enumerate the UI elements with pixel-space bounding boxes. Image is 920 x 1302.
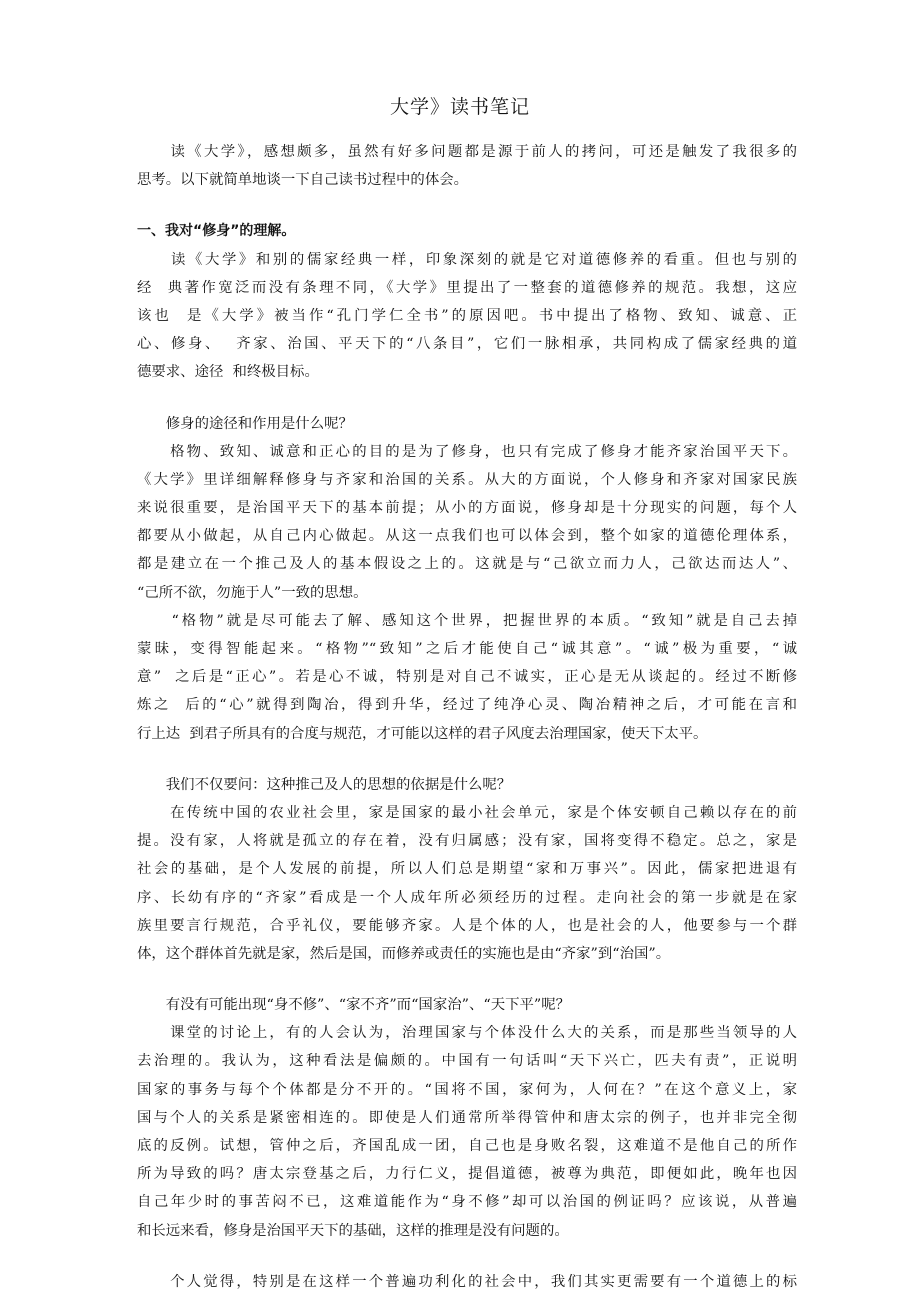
section-heading: 一、我对“修身”的理解。: [137, 223, 296, 240]
paragraph-6: [137, 1268, 797, 1296]
text-line: 所为导致的吗？唐太宗登基之后，力行仁义，提倡道德，被尊为典范，即便如此，晚年也因: [137, 1166, 797, 1183]
text-line: 读《大学》，感想颇多，虽然有好多问题都是源于前人的拷问，可还是触发了我很多的: [137, 144, 797, 160]
text-line: 去治理的。我认为，这种看法是偏颇的。中国有一句话叫“天下兴亡，匹夫有责”，正说明: [137, 1053, 797, 1070]
text-line: 经 典著作宽泛而没有条理不同，《大学》里提出了一整套的道德修养的规范。我想，这应: [137, 279, 797, 296]
text-line: 提。没有家，人将就是孤立的存在着，没有归属感；没有家，国将变得不稳定。总之，家是: [137, 833, 797, 850]
paragraph-gap: [137, 968, 797, 991]
text-line: 自己年少时的事苦闷不已，这难道能作为“身不修”却可以治国的例证吗？应该说，从普遍: [137, 1194, 797, 1211]
text-line: 社会的基础，是个人发展的前提，所以人们总是期望“家和万事兴”。因此，儒家把进退有: [137, 861, 797, 878]
text-line: 思考。以下就简单地谈一下自己读书过程中的体会。: [137, 172, 468, 189]
text-line: 族里要言行规范，合乎礼仪，要能够齐家。人是个体的人，也是社会的人，他要参与一个群: [137, 917, 797, 934]
text-line: 国家的事务与每个个体都是分不开的。“国将不国，家何为，人何在？”在这个意义上，家: [137, 1081, 797, 1098]
text-line: 和长远来看，修身是治国平天下的基础，这样的推理是没有问题的。: [137, 1222, 569, 1239]
paragraph-gap: [137, 748, 797, 771]
text-line: 蒙昧，变得智能起来。“格物”“致知”之后才能使自己“诚其意”。“诚”极为重要，“诚: [137, 641, 797, 657]
text-line: 读《大学》和别的儒家经典一样，印象深刻的就是它对道德修养的看重。但也与别的: [137, 251, 797, 268]
text-line: 都要从小做起，从自己内心做起。从这一点我们也可以体会到，整个如家的道德伦理体系，: [137, 528, 797, 545]
text-line: 德要求、途径 和终极目标。: [137, 364, 319, 381]
text-line: 该也 是《大学》被当作“孔门学仁全书”的原因吧。书中提出了格物、致知、诚意、正: [137, 307, 797, 324]
text-line: 序、长幼有序的“齐家”看成是一个人成年所必须经历的过程。走向社会的第一步就是在家: [137, 889, 797, 906]
text-line: 个人觉得，特别是在这样一个普遍功利化的社会中，我们其实更需要有一个道德上的标: [137, 1273, 797, 1290]
question-line: 我们不仅要问：这种推己及人的思想的依据是什么呢？: [137, 776, 512, 793]
text-line: 底的反例。试想，管仲之后，齐国乱成一团，自己也是身败名裂，这难道不是他自己的所作: [137, 1138, 797, 1154]
text-line: 意” 之后是“正心”。若是心不诚，特别是对自己不诚实，正心是无从谈起的。经过不断修: [137, 669, 797, 686]
paragraph-5: [137, 1019, 797, 1245]
paragraph-gap: [137, 1245, 797, 1268]
text-line: 行上达 到君子所具有的合度与规范，才可能以这样的君子风度去治理国家，使天下太平。: [137, 725, 708, 742]
text-line: 格物、致知、诚意和正心的目的是为了修身，也只有完成了修身才能齐家治国平天下。: [137, 443, 797, 460]
paragraph-2: [137, 438, 797, 607]
paragraph-4: [137, 799, 797, 968]
text-line: “己所不欲，勿施于人”一致的思想。: [137, 584, 368, 601]
document-title: 大学》读书笔记: [389, 96, 530, 118]
question-line: 修身的途径和作用是什么呢？: [137, 415, 353, 432]
text-line: 在传统中国的农业社会里，家是国家的最小社会单元，家是个体安顿自己赖以存在的前: [137, 804, 797, 821]
text-line: 心、修身、 齐家、治国、平天下的“八条目”，它们一脉相承，共同构成了儒家经典的道: [137, 336, 797, 353]
document-body: [137, 138, 797, 1296]
text-line: 体，这个群体首先就是家，然后是国，而修养或责任的实施也是由“齐家”到“治国”。: [137, 945, 671, 962]
text-line: 炼之 后的“心”就得到陶冶，得到升华，经过了纯净心灵、陶冶精神之后，才可能在言和: [137, 697, 797, 714]
paragraph-1: [137, 246, 797, 387]
text-line: “格物”就是尽可能去了解、感知这个世界，把握世界的本质。“致知”就是自己去掉: [137, 612, 797, 629]
paragraph-3: [137, 607, 797, 748]
text-line: 《大学》里详细解释修身与齐家和治国的关系。从大的方面说，个人修身和齐家对国家民族: [137, 471, 797, 488]
intro-paragraph: [137, 138, 797, 194]
text-line: 国与个人的关系是紧密相连的。即使是人们通常所举得管仲和唐太宗的例子，也并非完全彻: [137, 1109, 797, 1126]
question-line: 有没有可能出现“身不修”、“家不齐”而“国家治”、“天下平”呢？: [137, 997, 571, 1014]
text-line: 来说很重要，是治国平天下的基本前提；从小的方面说，修身却是十分现实的问题，每个人: [137, 500, 797, 517]
text-line: 都是建立在一个推己及人的基本假设之上的。这就是与“己欲立而力人，己欲达而达人”、: [137, 556, 797, 573]
text-line: 课堂的讨论上，有的人会认为，治理国家与个体没什么大的关系，而是那些当领导的人: [137, 1025, 797, 1042]
paragraph-gap: [137, 387, 797, 410]
paragraph-gap: [137, 194, 797, 217]
